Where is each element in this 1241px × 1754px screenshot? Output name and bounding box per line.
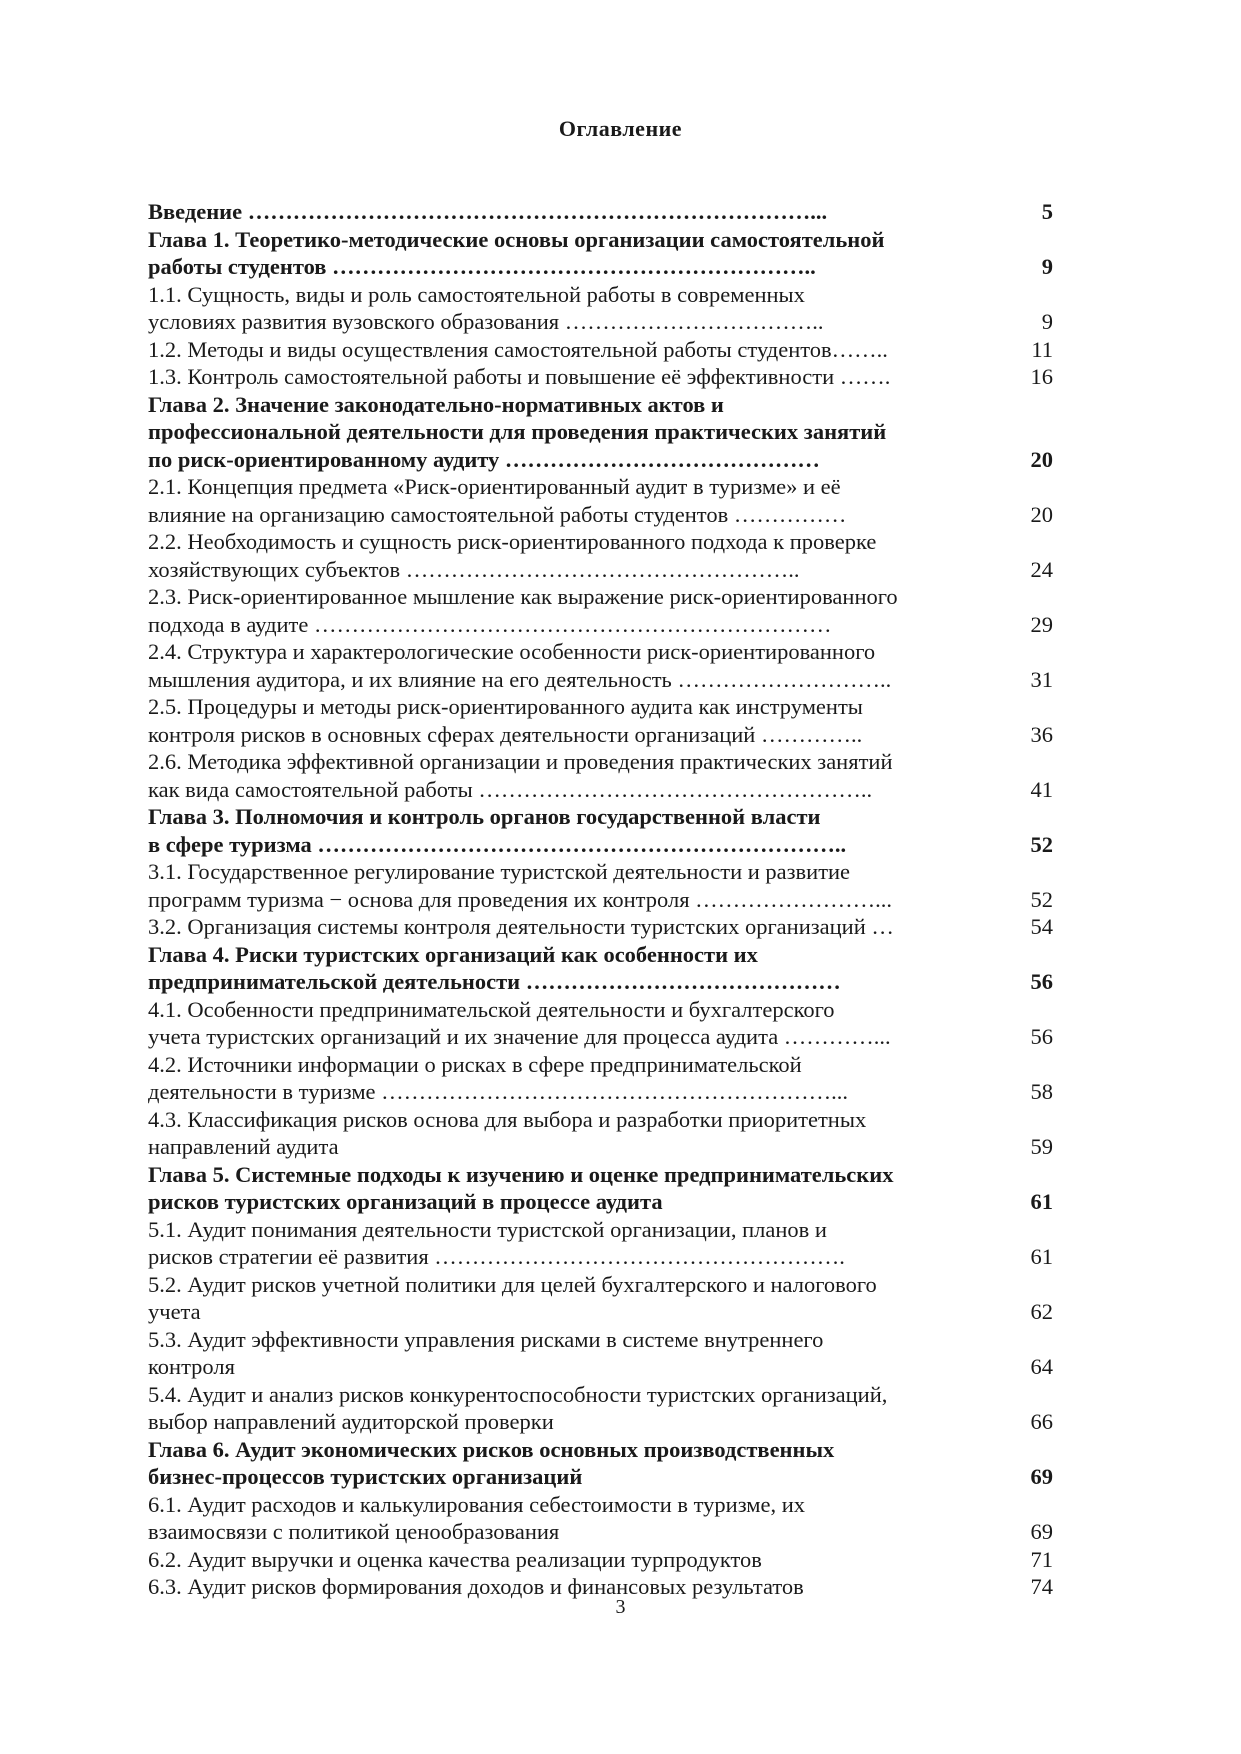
toc-row [148, 1353, 1078, 1381]
toc-entry-text: рисков туристских организаций в процессе аудита [148, 1189, 663, 1214]
toc-entry-page: 24 [1030, 556, 1053, 582]
toc-entry-text: подхода в аудите …………………………………………………………… [148, 611, 832, 637]
toc-row [148, 1518, 1078, 1546]
toc-entry-text: 2.2. Необходимость и сущность риск-ориентированного подхода к проверке [148, 529, 877, 554]
toc-entry-text: 2.3. Риск-ориентированное мышление как выражение риск-ориентированного [148, 584, 898, 609]
toc-entry-text: контроля [148, 1354, 235, 1379]
toc-entry-page: 20 [1030, 446, 1053, 472]
toc-row [148, 666, 1078, 694]
toc-row [148, 1463, 1078, 1491]
toc-row [148, 1271, 1078, 1299]
toc-row [148, 638, 1078, 666]
toc-entry-page: 20 [1030, 501, 1053, 527]
toc-row [148, 803, 1078, 831]
toc-entry-text: 1.2. Методы и виды осуществления самостоятельной работы студентов…….. [148, 336, 888, 362]
toc-row [148, 198, 1078, 226]
toc-entry-page: 69 [1030, 1519, 1053, 1544]
toc-row [148, 253, 1078, 281]
toc-entry-text: Глава 1. Теоретико-методические основы организации самостоятельной [148, 226, 885, 252]
toc-entry-text: 6.2. Аудит выручки и оценка качества реализации турпродуктов [148, 1546, 762, 1572]
toc-entry-text: 2.6. Методика эффективной организации и проведения практических занятий [148, 749, 893, 774]
toc-row [148, 1381, 1078, 1409]
page-title: Оглавление [558, 116, 683, 141]
toc-entry-text: деятельности в туризме ……………………………………………………... [148, 1079, 849, 1104]
toc-entry-text: мышления аудитора, и их влияние на его деятельность ……………………….. [148, 666, 892, 692]
toc-row [148, 1326, 1078, 1354]
toc-entry-text: контроля рисков в основных сферах деятельности организаций ………….. [148, 721, 863, 747]
toc-row [148, 1491, 1078, 1519]
toc-row [148, 308, 1078, 336]
toc-row [148, 528, 1078, 556]
toc-entry-page: 66 [1030, 1409, 1053, 1434]
toc-entry-text: 2.5. Процедуры и методы риск-ориентированного аудита как инструменты [148, 694, 863, 719]
toc-row [148, 363, 1078, 391]
toc-entry-text: влияние на организацию самостоятельной работы студентов …………… [148, 501, 847, 527]
toc-row [148, 1298, 1078, 1326]
toc-entry-page: 69 [1030, 1464, 1053, 1489]
toc-entry-page: 62 [1030, 1299, 1053, 1324]
toc-row [148, 968, 1078, 996]
toc-row [148, 831, 1078, 859]
toc-row [148, 336, 1078, 364]
toc-row [148, 281, 1078, 309]
toc-entry-text: 4.1. Особенности предпринимательской деятельности и бухгалтерского [148, 996, 835, 1022]
toc-row [148, 1051, 1078, 1079]
toc-row [148, 721, 1078, 749]
toc-row [148, 501, 1078, 529]
toc-entry-text: профессиональной деятельности для проведения практических занятий [148, 419, 887, 444]
toc-entry-text: Глава 6. Аудит экономических рисков основных производственных [148, 1436, 835, 1462]
toc-entry-text: предпринимательской деятельности …………………………………… [148, 969, 841, 994]
toc-entry-text: 5.4. Аудит и анализ рисков конкурентоспособности туристских организаций, [148, 1381, 888, 1407]
toc-row [148, 776, 1078, 804]
toc-entry-text: по риск-ориентированному аудиту …………………………………… [148, 446, 820, 472]
toc-entry-page: 11 [1031, 336, 1053, 362]
toc-row [148, 556, 1078, 584]
toc-entry-page: 9 [1041, 309, 1053, 334]
toc-entry-text: 6.3. Аудит рисков формирования доходов и финансовых результатов [148, 1574, 804, 1599]
toc-entry-text: в сфере туризма …………………………………………………………….. [148, 831, 847, 857]
toc-row [148, 1243, 1078, 1271]
toc-entry-page: 16 [1030, 364, 1053, 389]
toc-entry-page: 41 [1030, 776, 1053, 802]
toc-entry-page: 52 [1030, 886, 1053, 912]
toc-row [148, 1133, 1078, 1161]
toc-row [148, 1078, 1078, 1106]
toc-entry-page: 64 [1030, 1354, 1053, 1379]
table-of-contents [148, 198, 1078, 1601]
toc-row [148, 1216, 1078, 1244]
toc-entry-text: Глава 4. Риски туристских организаций как особенности их [148, 941, 758, 967]
toc-entry-page: 59 [1030, 1134, 1053, 1159]
toc-row [148, 1023, 1078, 1051]
toc-entry-text: 4.3. Классификация рисков основа для выбора и разработки приоритетных [148, 1106, 867, 1132]
toc-entry-page: 56 [1030, 969, 1053, 994]
toc-entry-text: Введение …………………………………………………………………... [148, 199, 828, 224]
toc-row [148, 913, 1078, 941]
toc-entry-text: Глава 5. Системные подходы к изучению и оценке предпринимательских [148, 1161, 894, 1187]
toc-row [148, 1546, 1078, 1574]
toc-entry-page: 36 [1030, 721, 1053, 747]
toc-entry-text: учета туристских организаций и их значение для процесса аудита …………... [148, 1024, 891, 1049]
toc-row [148, 418, 1078, 446]
toc-entry-text: 3.1. Государственное регулирование туристской деятельности и развитие [148, 859, 851, 884]
toc-row [148, 886, 1078, 914]
toc-entry-page: 58 [1030, 1079, 1053, 1104]
toc-row [148, 693, 1078, 721]
toc-row [148, 748, 1078, 776]
toc-entry-text: Глава 2. Значение законодательно-нормативных актов и [148, 391, 724, 417]
toc-entry-text: бизнес-процессов туристских организаций [148, 1464, 583, 1489]
toc-entry-text: направлений аудита [148, 1134, 339, 1159]
page-number: 3 [615, 1596, 626, 1618]
toc-entry-page: 5 [1041, 199, 1053, 224]
toc-row [148, 1106, 1078, 1134]
toc-entry-text: рисков стратегии её развития ………………………………………………. [148, 1244, 845, 1269]
toc-row [148, 1188, 1078, 1216]
toc-entry-text: работы студентов ……………………………………………………….. [148, 254, 816, 279]
toc-entry-text: Глава 3. Полномочия и контроль органов государственной власти [148, 804, 821, 829]
toc-entry-page: 31 [1030, 666, 1053, 692]
toc-entry-text: программ туризма − основа для проведения их контроля ……………………... [148, 886, 893, 912]
toc-entry-text: 3.2. Организация системы контроля деятельности туристских организаций … [148, 914, 894, 939]
toc-entry-text: 5.1. Аудит понимания деятельности туристской организации, планов и [148, 1216, 827, 1242]
toc-entry-text: 2.1. Концепция предмета «Риск-ориентированный аудит в туризме» и её [148, 474, 841, 499]
toc-row [148, 583, 1078, 611]
toc-entry-page: 71 [1030, 1546, 1053, 1572]
toc-entry-text: 4.2. Источники информации о рисках в сфере предпринимательской [148, 1051, 802, 1077]
toc-entry-page: 29 [1030, 611, 1053, 637]
toc-entry-page: 54 [1030, 914, 1053, 939]
toc-row [148, 391, 1078, 419]
toc-entry-text: учета [148, 1299, 201, 1324]
toc-entry-text: 1.3. Контроль самостоятельной работы и повышение её эффективности ……. [148, 364, 891, 389]
toc-row [148, 611, 1078, 639]
toc-entry-page: 61 [1030, 1244, 1053, 1269]
toc-row [148, 473, 1078, 501]
toc-entry-page: 52 [1030, 831, 1053, 857]
toc-entry-text: 1.1. Сущность, виды и роль самостоятельной работы в современных [148, 281, 805, 307]
toc-entry-text: условиях развития вузовского образования …………………………….. [148, 309, 824, 334]
toc-row [148, 446, 1078, 474]
toc-entry-text: выбор направлений аудиторской проверки [148, 1409, 554, 1434]
toc-row [148, 858, 1078, 886]
toc-row [148, 1161, 1078, 1189]
toc-entry-text: взаимосвязи с политикой ценообразования [148, 1519, 560, 1544]
toc-entry-page: 9 [1041, 254, 1053, 279]
toc-row [148, 226, 1078, 254]
toc-entry-text: хозяйствующих субъектов …………………………………………….. [148, 556, 800, 582]
toc-entry-text: 5.2. Аудит рисков учетной политики для целей бухгалтерского и налогового [148, 1271, 877, 1297]
toc-row [148, 1408, 1078, 1436]
toc-entry-text: 2.4. Структура и характерологические особенности риск-ориентированного [148, 639, 876, 664]
toc-row [148, 941, 1078, 969]
toc-row [148, 996, 1078, 1024]
toc-entry-text: 5.3. Аудит эффективности управления рисками в системе внутреннего [148, 1326, 824, 1352]
toc-entry-page: 61 [1030, 1189, 1053, 1214]
toc-entry-page: 74 [1030, 1574, 1053, 1599]
toc-row [148, 1436, 1078, 1464]
toc-entry-text: как вида самостоятельной работы …………………………………………….. [148, 776, 873, 802]
toc-entry-page: 56 [1030, 1024, 1053, 1049]
toc-entry-text: 6.1. Аудит расходов и калькулирования себестоимости в туризме, их [148, 1491, 806, 1517]
